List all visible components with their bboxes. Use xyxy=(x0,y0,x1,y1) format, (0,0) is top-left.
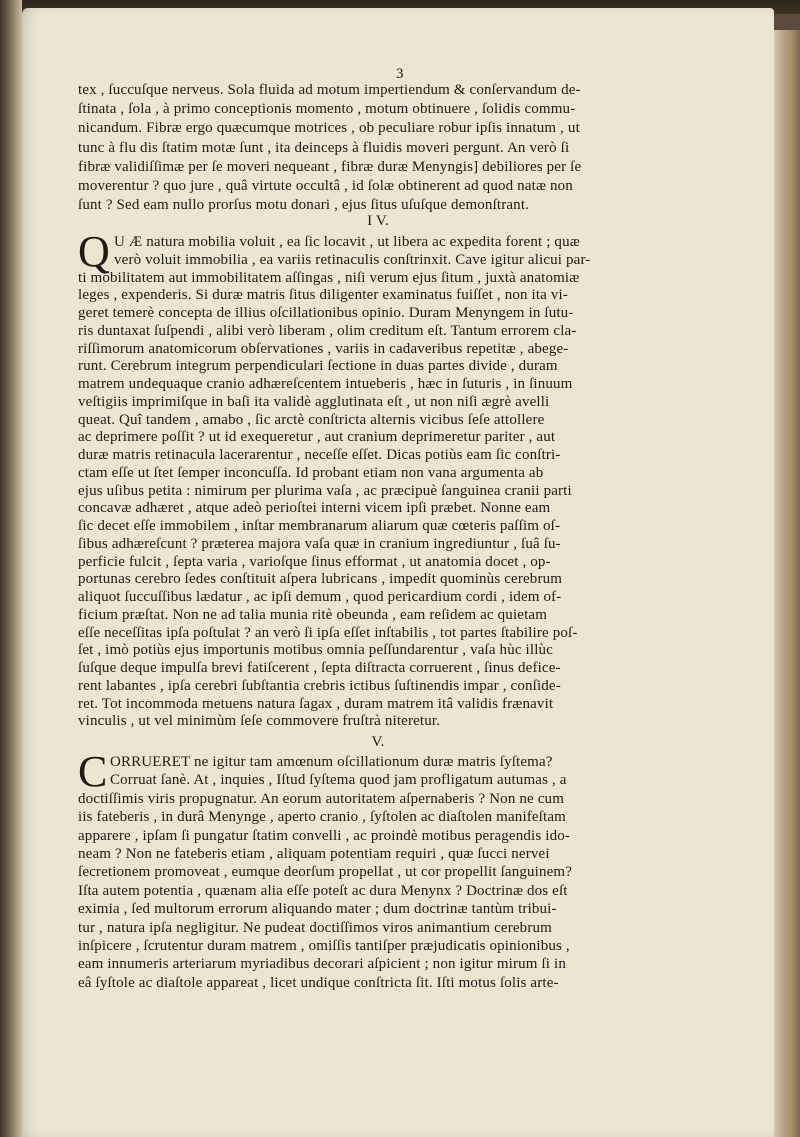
text-line: ſunt ? Sed eam nullo prorſus motu donari , ejus ſitus uſuſque demonſtrant. xyxy=(78,197,530,214)
text-line: U Æ natura mobilia voluit , ea ſic locavit , ut libera ac expedita forent ; quæ xyxy=(114,234,580,250)
book-gutter xyxy=(0,0,22,1137)
text-line: ficium præſtat. Non ne ad talia munia ritè obeunda , eam reſidem ac quietam xyxy=(78,606,548,623)
text-line: ac deprimere poſſit ? ut id exequeretur , aut cranium deprimeretur pariter , aut xyxy=(78,429,556,446)
text-line: tex , ſuccuſque nerveus. Sola fluida ad motum impertiendum & conſervandum de- xyxy=(78,82,581,98)
text-line: ſtinata , ſola , à primo conceptionis momento , motum obtinuere , ſolidis commu- xyxy=(78,101,576,118)
text-line: apparere , ipſam ſi pungatur ſtatim convelli , ac proindè motibus peragendis ido- xyxy=(78,827,571,844)
section-v-dropcap: C xyxy=(78,747,108,796)
text-line: geret temerè concepta de illius oſcillationibus opinio. Duram Menyngem in ſutu- xyxy=(78,305,574,321)
section-iv-heading: I V. xyxy=(367,213,389,229)
text-line: duræ matris retinacula lacerarentur , neceſſe eſſet. Dicas potiùs eam ſic conſtri- xyxy=(78,447,561,463)
text-line: portunas cerebro ſedes conſtituit aſpera lubricans , impedit quominùs cerebrum xyxy=(78,571,563,588)
text-line: neam ? Non ne fateberis etiam , aliquam potentiam requiri , quæ ſucci nervei xyxy=(78,846,550,862)
text-line: ret. Tot incommoda metuens natura ſagax , duram matrem itâ validis frænavit xyxy=(78,695,554,712)
book-page xyxy=(22,8,774,1137)
text-line: ejus uſibus petita : nimirum per plurima vaſa , ac præcipuè ſanguinea cranii parti xyxy=(78,482,572,499)
text-line: rent labantes , ipſa cerebri ſubſtantia crebris ictibus ſuſtinendis impar , conſide- xyxy=(78,677,561,694)
text-line: Iſta autem potentia , quænam alia eſſe poteſt ac dura Menynx ? Doctrinæ dos eſt xyxy=(78,882,568,899)
text-line: riſſimorum anatomicorum obſervationes , variis in cadaveribus repetitæ , abege- xyxy=(78,340,569,357)
text-line: ſuſque deque impulſa brevi fatiſcerent , ſepta diſtracta corruerent , ſinus defice- xyxy=(78,660,561,676)
text-line: perficie fulcit , ſepta varia , varioſque ſinus efformat , ut anatomia docet , op- xyxy=(78,553,551,570)
text-line: runt. Cerebrum integrum perpendiculari ſectione in duas partes divide , duram xyxy=(78,358,558,375)
text-line: ſecretionem promoveat , eumque deorſum propellat , ut cor propellit ſanguinem? xyxy=(78,864,573,881)
text-line: aliquot ſuccuſſibus lædatur , ac ipſi demum , quod pericardium cordi , idem of- xyxy=(78,589,562,605)
text-line: ORRUERET ne igitur tam amœnum oſcillationum duræ matris ſyſtema? xyxy=(110,754,553,770)
text-line: iis fateberis , in durâ Menynge , aperto cranio , ſyſtolen ac diaſtolen manifeſtam xyxy=(78,809,566,826)
text-line: nicandum. Fibræ ergo quæcumque motrices , ob peculiare robur ipſis innatum , ut xyxy=(78,120,580,137)
text-line: leges , expenderis. Si duræ matris ſitus diligenter examinatus fuiſſet , non ita vi- xyxy=(78,287,569,304)
text-line: eſſe neceſſitas ipſa poſtulat ? an verò ſi ipſa eſſet inſtabilis , tot partes ſtabilire poſ- xyxy=(78,624,578,641)
text-line: Corruat ſanè. At , inquies , Iſtud ſyſtema quod jam profligatum autumas , a xyxy=(110,772,567,789)
text-line: verò voluit immobilia , ea variis retinaculis conſtrinxit. Cave igitur alicui par- xyxy=(114,251,591,268)
text-line: matrem undequaque cranio adhæreſcentem intueberis , hæc in ſuturis , in ſinuum xyxy=(78,376,573,392)
text-line: ſic decet eſſe immobilem , inſtar membranarum aliarum quæ cœteris paſſim oſ- xyxy=(78,518,561,534)
text-line: vinculis , ut vel minimùm ſeſe commovere fruſtrà niteretur. xyxy=(78,713,441,730)
section-iv-dropcap: Q xyxy=(78,227,110,276)
text-line: eximia , ſed multorum errorum aliquando mater ; dum doctrinæ tantùm tribui- xyxy=(78,901,557,918)
text-line: tunc à flu dis ſtatim motæ ſunt , ita deinceps à fluidis moveri pergunt. An verò ſi xyxy=(78,139,570,156)
text-line: ſet , imò potiùs ejus importunis motibus omnia peſſundarentur , vaſa hùc illùc xyxy=(78,642,553,659)
text-line: ris duntaxat ſuſpendi , alibi verò liberam , olim creditum eſt. Tantum errorem cla- xyxy=(78,322,577,339)
text-line: eam innumeris arteriarum myriadibus decorari aſpicient ; non igitur mirum ſi in xyxy=(78,956,566,973)
page-number: 3 xyxy=(396,66,404,82)
text-line: concavæ adhæret , atque adeò perioſtei interni vicem ipſi præbet. Nonne eam xyxy=(78,500,551,517)
text-line: veſtigiis imprimiſque in baſi ita validè agglutinata eſt , ut non niſi ægrè avelli xyxy=(78,393,550,410)
text-line: ſibus adhæreſcunt ? præterea majora vaſa quæ in cranium ingrediuntur , ſuâ ſu- xyxy=(78,535,561,552)
text-line: doctiſſimis viris propugnatur. An eorum autoritatem aſpernaberis ? Non ne cum xyxy=(78,790,565,807)
text-line: moverentur ? quo jure , quâ virtute occultâ , id ſolæ obtinerent ad quod natæ non xyxy=(78,178,573,194)
text-line: queat. Quî tandem , amabo , ſic arctè conſtricta alternis vicibus ſeſe attollere xyxy=(78,411,545,428)
text-line: fibræ validiſſimæ per ſe moveri nequeant , fibræ duræ Menyngis] debiliores per ſe xyxy=(78,158,582,175)
text-line: eâ ſyſtole ac diaſtole appareat , licet undique conſtricta ſit. Iſti motus ſolis arte- xyxy=(78,974,559,991)
text-line: tur , natura ipſa negligitur. Ne pudeat doctiſſimos viros animantium cerebrum xyxy=(78,919,552,936)
text-line: ctam eſſe ut ſtet ſemper inconcuſſa. Id probant etiam non vana argumenta ab xyxy=(78,464,544,481)
text-line: inſpicere , ſcrutentur duram matrem , omiſſis tantiſper præjudicatis opinionibus , xyxy=(78,938,570,954)
text-line: ti mobilitatem aut immobilitatem aſſingas , niſi verum ejus ſitum , juxtà anatomiæ xyxy=(78,269,580,286)
section-v-heading: V. xyxy=(371,734,385,750)
page-edges xyxy=(772,30,800,1137)
